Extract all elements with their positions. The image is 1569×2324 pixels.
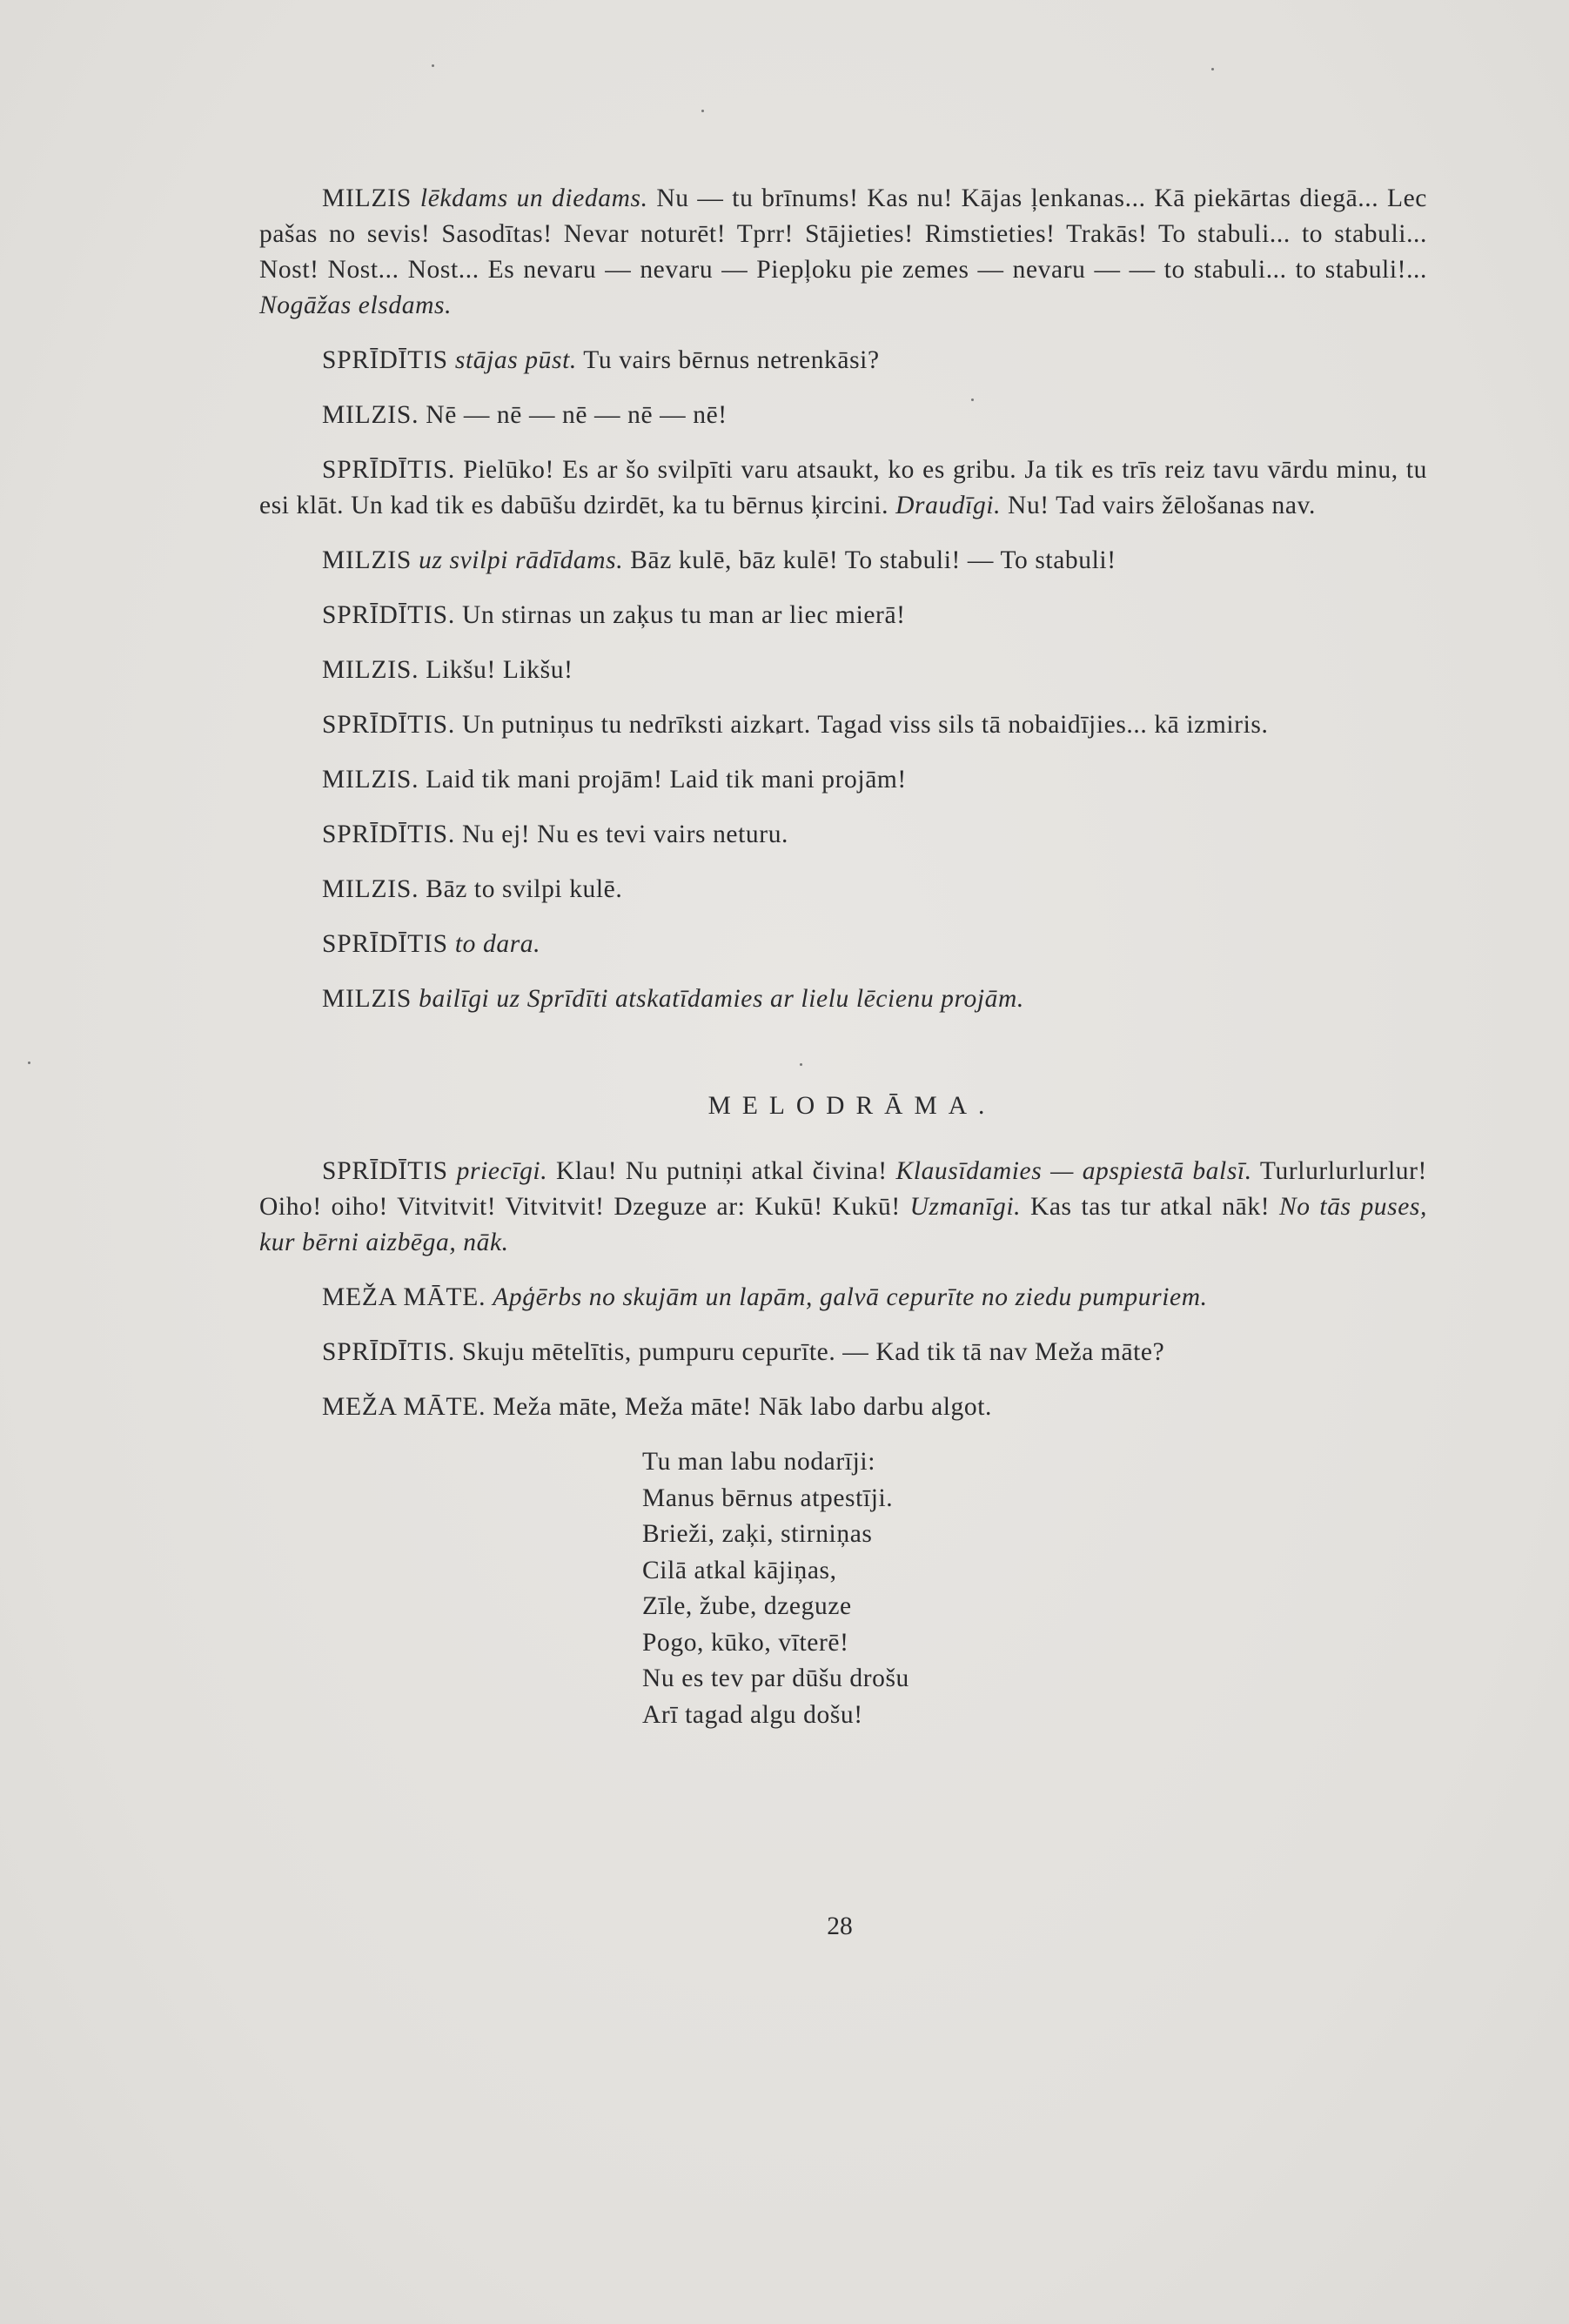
dialogue-text xyxy=(448,346,455,374)
speaker-name: MILZIS. xyxy=(322,656,419,684)
verse-line: Pogo, kūko, vīterē! xyxy=(642,1628,849,1657)
dialogue-paragraph xyxy=(259,1280,1427,1316)
dialogue-text: Un putniņus tu nedrīksti aizkart. Tagad viss sils tā nobaidījies... kā izmiris. xyxy=(455,711,1269,739)
dialogue-paragraph xyxy=(259,927,1427,962)
speaker-name: SPRĪDĪTIS. xyxy=(322,711,456,739)
speaker-name: SPRĪDĪTIS. xyxy=(322,601,456,629)
verse-line: Brieži, zaķi, stirniņas xyxy=(642,1520,873,1548)
dialogue-paragraph xyxy=(259,181,1427,324)
dialogue-paragraph xyxy=(259,452,1427,524)
section-heading: MELODRĀMA. xyxy=(707,1092,996,1120)
dialogue-text: Bāz to svilpi kulē. xyxy=(419,875,623,903)
speaker-name: SPRĪDĪTIS xyxy=(322,1157,448,1185)
verse-line: Zīle, žube, dzeguze xyxy=(642,1592,852,1620)
speaker-name: MILZIS. xyxy=(322,875,419,903)
play-text xyxy=(259,181,1427,1733)
verse-line: Tu man labu nodarīji: xyxy=(642,1448,875,1476)
verse-line: Arī tagad algu došu! xyxy=(642,1700,863,1729)
dialogue-paragraph xyxy=(259,817,1427,853)
speaker-name: SPRĪDĪTIS. xyxy=(322,1338,456,1366)
dialogue-text: Kas tas tur atkal nāk! xyxy=(1021,1193,1279,1221)
dialogue-paragraph xyxy=(259,1154,1427,1261)
dialogue-text: Pielūko! Es ar šo svilpīti varu atsaukt, ko es gribu. Ja tik es trīs reiz tavu vārdu minu, tu esi klāt. Un kad tik es dabūšu dzirdēt, ka tu bērnus ķircini. xyxy=(259,456,1427,519)
dialogue-text: Skuju mētelītis, pumpuru cepurīte. — Kad tik tā nav Meža māte? xyxy=(455,1338,1165,1366)
stage-direction: bailīgi uz Sprīdīti atskatīdamies ar lielu lēcienu projām. xyxy=(419,985,1024,1013)
dialogue-paragraph xyxy=(259,1390,1427,1425)
dialogue-text xyxy=(412,546,419,574)
stage-direction: priecīgi. xyxy=(456,1157,548,1185)
dialogue-paragraph xyxy=(259,872,1427,907)
paper-speck xyxy=(432,64,434,67)
speaker-name: MEŽA MĀTE. xyxy=(322,1283,486,1311)
dialogue-paragraph xyxy=(259,543,1427,579)
dialogue-paragraph xyxy=(259,598,1427,633)
dialogue-text: Un stirnas un zaķus tu man ar liec mierā! xyxy=(455,601,906,629)
stage-direction: stājas pūst. xyxy=(454,346,577,374)
speaker-name: MILZIS xyxy=(322,184,412,212)
verse-stanza xyxy=(642,1444,1427,1733)
stage-direction: Nogāžas elsdams. xyxy=(259,291,453,319)
speaker-name: SPRĪDĪTIS xyxy=(322,930,448,958)
paper-speck xyxy=(1211,68,1214,70)
dialogue-text xyxy=(448,1157,457,1185)
dialogue-text: Nu! Tad vairs žēlošanas nav. xyxy=(1001,492,1316,519)
dialogue-text: Bāz kulē, bāz kulē! To stabuli! — To stabuli! xyxy=(623,546,1116,574)
dialogue-text xyxy=(412,985,419,1013)
verse-line: Cilā atkal kājiņas, xyxy=(642,1556,837,1584)
speaker-name: SPRĪDĪTIS xyxy=(322,346,448,374)
speaker-name: MILZIS xyxy=(322,985,412,1013)
stage-direction: Apģērbs no skujām un lapām, galvā cepurīte no ziedu pumpuriem. xyxy=(493,1283,1208,1311)
page-number: 28 xyxy=(827,1912,853,1940)
stage-direction: uz svilpi rādīdams. xyxy=(419,546,624,574)
speaker-name: MEŽA MĀTE. xyxy=(322,1393,486,1421)
dialogue-text: Klau! Nu putniņi atkal čivina! xyxy=(547,1157,896,1185)
dialogue-block xyxy=(259,181,1427,1017)
dialogue-text: Meža māte, Meža māte! Nāk labo darbu algot. xyxy=(486,1393,993,1421)
speaker-name: SPRĪDĪTIS. xyxy=(322,820,456,848)
dialogue-text: Nu ej! Nu es tevi vairs neturu. xyxy=(455,820,789,848)
dialogue-text: Laid tik mani projām! Laid tik mani projām! xyxy=(419,766,907,794)
verse-line: Nu es tev par dūšu drošu xyxy=(642,1664,909,1692)
dialogue-text: Likšu! Likšu! xyxy=(419,656,573,684)
dialogue-text: Nē — nē — nē — nē — nē! xyxy=(419,401,728,429)
stage-direction: Klausīdamies — apspiestā balsī. xyxy=(895,1157,1252,1185)
dialogue-paragraph xyxy=(259,343,1427,378)
dialogue-text xyxy=(448,930,455,958)
dialogue-text: Nu — tu brīnums! Kas nu! Kājas ļenkanas... Kā piekārtas diegā... Lec pašas no sevis! Sasodītas! Nevar noturēt! Tprr! Stājieties! Rimstieties! Trakās! To stabuli... to stabuli... Nost! Nost... Nost... Es nevaru — nevaru — Piepļoku pie zemes — nevaru — — to stabuli... to stabuli!... xyxy=(259,184,1427,284)
dialogue-paragraph xyxy=(259,707,1427,743)
dialogue-paragraph xyxy=(259,762,1427,798)
speaker-name: MILZIS. xyxy=(322,766,419,794)
dialogue-paragraph xyxy=(259,398,1427,433)
stage-direction: Uzmanīgi. xyxy=(909,1193,1022,1221)
verse-line: Manus bērnus atpestīji. xyxy=(642,1483,894,1512)
stage-direction: Draudīgi. xyxy=(895,492,1002,519)
dialogue-paragraph xyxy=(259,981,1427,1017)
dialogue-text xyxy=(412,184,420,212)
stage-direction: to dara. xyxy=(454,930,541,958)
dialogue-text: Turlurlurlurlur! Oiho! oiho! Vitvitvit! Vitvitvit! Dzeguze ar: Kukū! Kukū! xyxy=(259,1157,1427,1221)
speaker-name: SPRĪDĪTIS. xyxy=(322,456,456,484)
speaker-name: MILZIS xyxy=(322,546,412,574)
stage-direction: lēkdams un diedams. xyxy=(419,184,648,212)
paper-speck xyxy=(28,1062,30,1064)
speaker-name: MILZIS. xyxy=(322,401,419,429)
stage-direction: No tās puses, kur bērni aizbēga, nāk. xyxy=(259,1193,1427,1256)
dialogue-paragraph xyxy=(259,653,1427,688)
dialogue-block xyxy=(259,1154,1427,1425)
dialogue-text: Tu vairs bērnus netrenkāsi? xyxy=(576,346,880,374)
dialogue-paragraph xyxy=(259,1335,1427,1370)
paper-speck xyxy=(701,110,704,112)
